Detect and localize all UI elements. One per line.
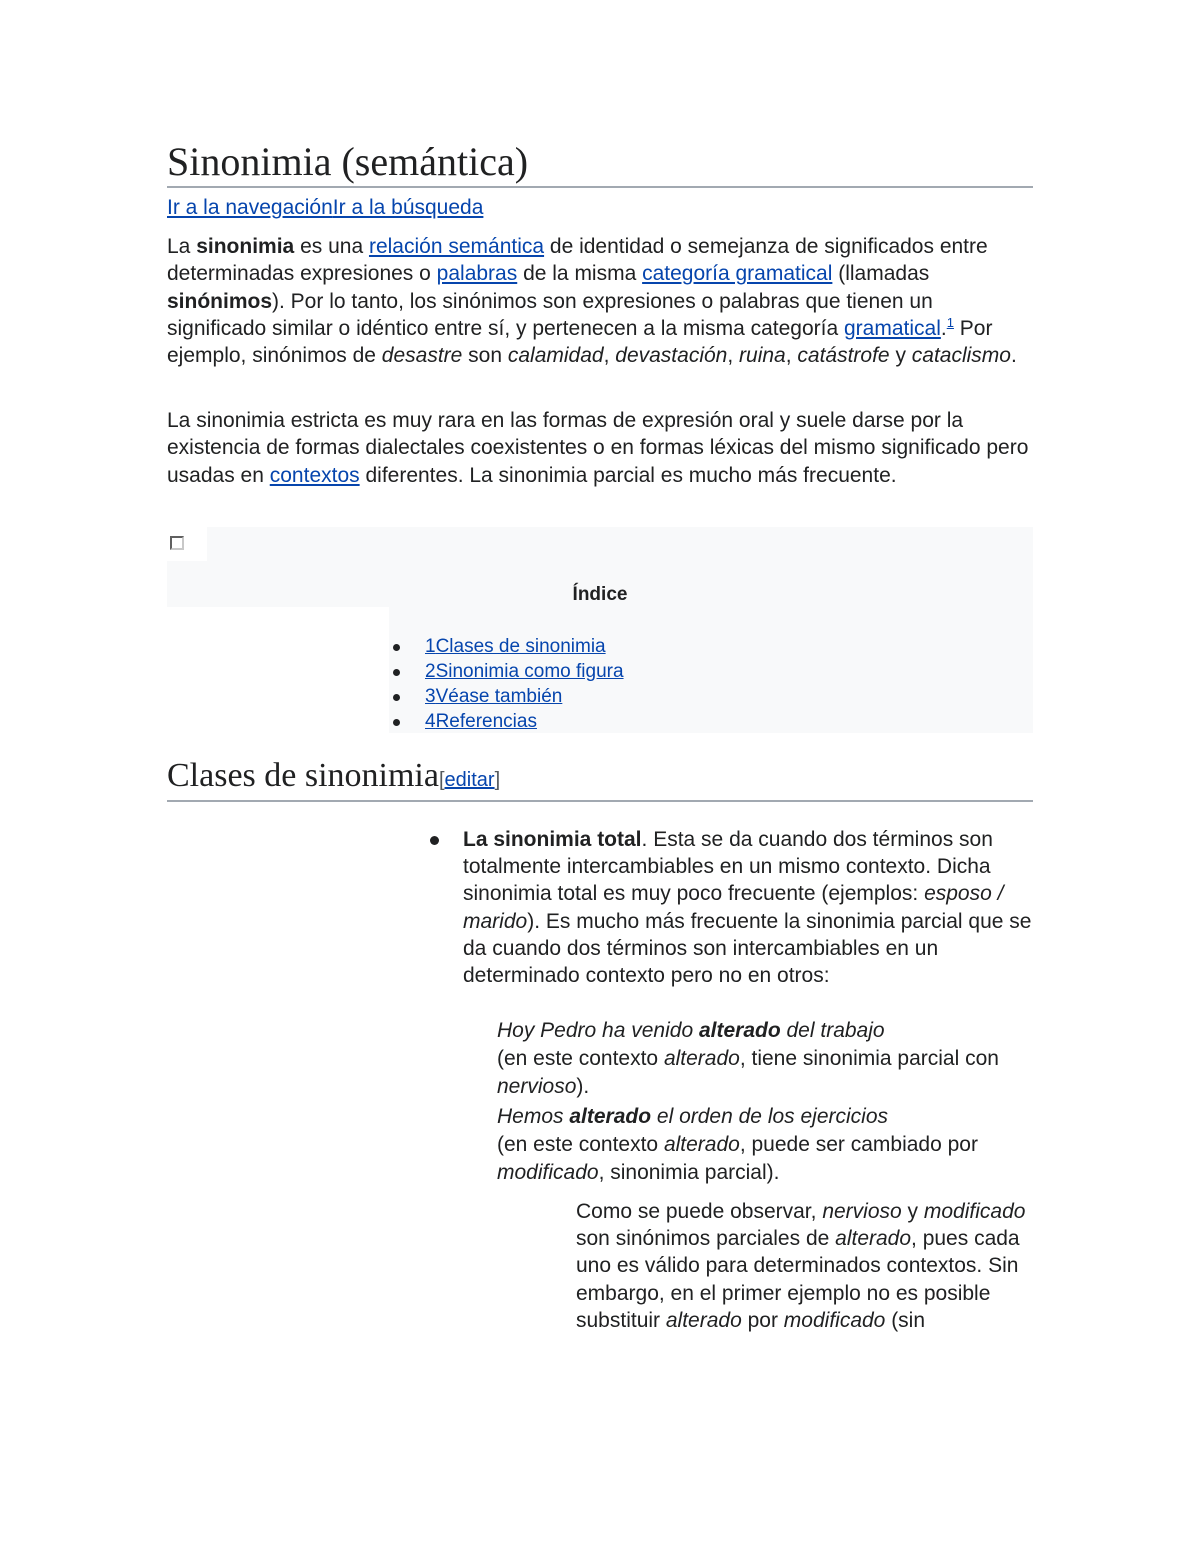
toc-toggle-checkbox[interactable]: [170, 536, 184, 550]
text: son sinónimos parciales de: [576, 1227, 836, 1251]
text: ,: [603, 344, 616, 368]
table-of-contents: [389, 607, 1033, 733]
text: ). Es mucho más frecuente la sinonimia parcial que se da cuando dos términos son intercambiables en un determinado contexto pero no en otros:: [463, 909, 1032, 988]
bold-term: La sinonimia total: [463, 828, 642, 851]
text: . Esta se da cuando dos términos son totalmente intercambiables en un mismo contexto. Dicha sinonimia total es muy poco frecuente (ejemplos:: [463, 828, 993, 906]
toc-item[interactable]: [389, 684, 624, 709]
italic-term: devastación: [615, 344, 728, 368]
toc-number: 2: [425, 661, 436, 682]
italic-text: Hemos: [497, 1105, 570, 1128]
example-sentence: [497, 1017, 1037, 1045]
toc-toggle-cell: [167, 527, 207, 561]
example-2: [497, 1103, 1037, 1187]
bold-term: alterado: [698, 1019, 781, 1042]
observation-paragraph: [576, 1198, 1036, 1334]
text: , tiene sinonimia parcial con: [739, 1047, 999, 1070]
edit-section: [439, 769, 500, 791]
link-contextos[interactable]: contextos: [269, 463, 360, 487]
page-title: Sinonimia (semántica): [167, 138, 1033, 188]
italic-term: esposo / marido: [463, 882, 1004, 933]
edit-section-link[interactable]: editar: [444, 769, 495, 791]
bracket: ]: [494, 769, 501, 791]
text: Por ejemplo, sinónimos de: [167, 316, 993, 368]
text: de identidad o semejanza de significados entre determinadas expresiones o: [167, 235, 988, 286]
second-paragraph: [167, 407, 1033, 489]
text: (sin: [885, 1308, 926, 1332]
italic-term: nervioso: [822, 1200, 902, 1223]
italic-term: cataclismo: [911, 344, 1011, 368]
toc-item[interactable]: [389, 709, 624, 734]
toc-label: Clases de sinonimia: [435, 636, 606, 657]
italic-term: nervioso: [497, 1075, 577, 1098]
text: y: [889, 344, 912, 368]
link-categoria-gramatical[interactable]: categoría gramatical: [642, 262, 833, 286]
bullet-dot: [430, 836, 439, 845]
italic-text: del trabajo: [780, 1019, 885, 1042]
example-1: [497, 1017, 1037, 1101]
text: , puede ser cambiado por: [739, 1133, 978, 1156]
bold-term: alterado: [569, 1105, 652, 1128]
italic-term: alterado: [663, 1133, 740, 1156]
bracket: [: [438, 769, 445, 791]
text: , sinonimia parcial).: [598, 1161, 780, 1184]
text: ,: [727, 344, 740, 368]
jump-links: [167, 195, 483, 221]
italic-term: ruina: [739, 344, 786, 368]
toc-label: Referencias: [435, 711, 537, 732]
italic-term: modificado: [497, 1161, 599, 1184]
text: (en este contexto: [497, 1133, 664, 1156]
section-heading: [167, 756, 1033, 802]
text: .: [1010, 344, 1017, 368]
toc-number: 4: [425, 711, 436, 732]
italic-term: calamidad: [507, 344, 604, 368]
toc-title: Índice: [572, 584, 628, 605]
toc-link[interactable]: [425, 636, 606, 657]
list-item: [463, 826, 1033, 989]
toc-label: Véase también: [435, 686, 563, 707]
text: La sinonimia estricta es muy rara en las formas de expresión oral y suele darse por la existencia de formas dialectales coexistentes o en formas léxicas del mismo significado pero usadas en: [167, 409, 1029, 487]
toc-list: [389, 634, 624, 734]
toc-link[interactable]: [425, 661, 624, 682]
toc-item[interactable]: [389, 659, 624, 684]
text: (en este contexto: [497, 1047, 664, 1070]
text: Como se puede observar,: [576, 1200, 823, 1223]
toc-label: Sinonimia como figura: [435, 661, 624, 682]
jump-to-search-link[interactable]: Ir a la búsqueda: [332, 196, 484, 219]
text: ).: [576, 1075, 590, 1098]
toc-link[interactable]: [425, 686, 562, 707]
italic-text: Hoy Pedro ha venido: [497, 1019, 699, 1042]
italic-term: desastre: [381, 344, 463, 368]
italic-term: catástrofe: [797, 344, 890, 368]
text: diferentes. La sinonimia parcial es mucho más frecuente.: [359, 463, 897, 487]
link-relacion-semantica[interactable]: relación semántica: [368, 235, 545, 258]
text: .: [940, 316, 947, 340]
intro-paragraph: [167, 233, 1033, 369]
link-palabras[interactable]: palabras: [436, 262, 518, 286]
toc-number: 3: [425, 686, 436, 707]
jump-to-navigation-link[interactable]: Ir a la navegación: [167, 196, 333, 219]
example-note: [497, 1045, 1037, 1101]
toc-item[interactable]: [389, 634, 624, 659]
text: y: [901, 1200, 924, 1223]
italic-term: alterado: [835, 1227, 912, 1251]
text: , pues cada uno es válido para determinados contextos. Sin embargo, en el primer ejemplo no es posible substituir: [576, 1227, 1020, 1332]
text: ). Por lo tanto, los sinónimos son expresiones o palabras que tienen un significado similar o idéntico entre sí, y pertenecen a la misma categoría: [167, 289, 933, 340]
text: La: [167, 235, 197, 258]
text: por: [741, 1308, 784, 1332]
example-sentence: [497, 1103, 1037, 1131]
example-note: [497, 1131, 1037, 1187]
text: ,: [785, 344, 798, 368]
text: son: [462, 344, 508, 368]
bold-term: sinonimia: [196, 235, 295, 258]
text: (llamadas: [832, 262, 930, 286]
toc-number: 1: [425, 636, 436, 657]
toc-link[interactable]: [425, 711, 537, 732]
italic-term: alterado: [665, 1308, 742, 1332]
italic-term: modificado: [923, 1200, 1026, 1223]
toc-header: [167, 527, 1033, 607]
link-gramatical[interactable]: gramatical: [844, 316, 941, 340]
bold-term: sinónimos: [167, 289, 273, 313]
reference-link[interactable]: 1: [946, 314, 954, 330]
italic-term: modificado: [783, 1308, 886, 1332]
text: de la misma: [517, 262, 643, 286]
text: es una: [294, 235, 369, 258]
italic-text: el orden de los ejercicios: [651, 1105, 889, 1128]
section-heading-text: Clases de sinonimia: [167, 757, 439, 794]
italic-term: alterado: [663, 1047, 740, 1070]
